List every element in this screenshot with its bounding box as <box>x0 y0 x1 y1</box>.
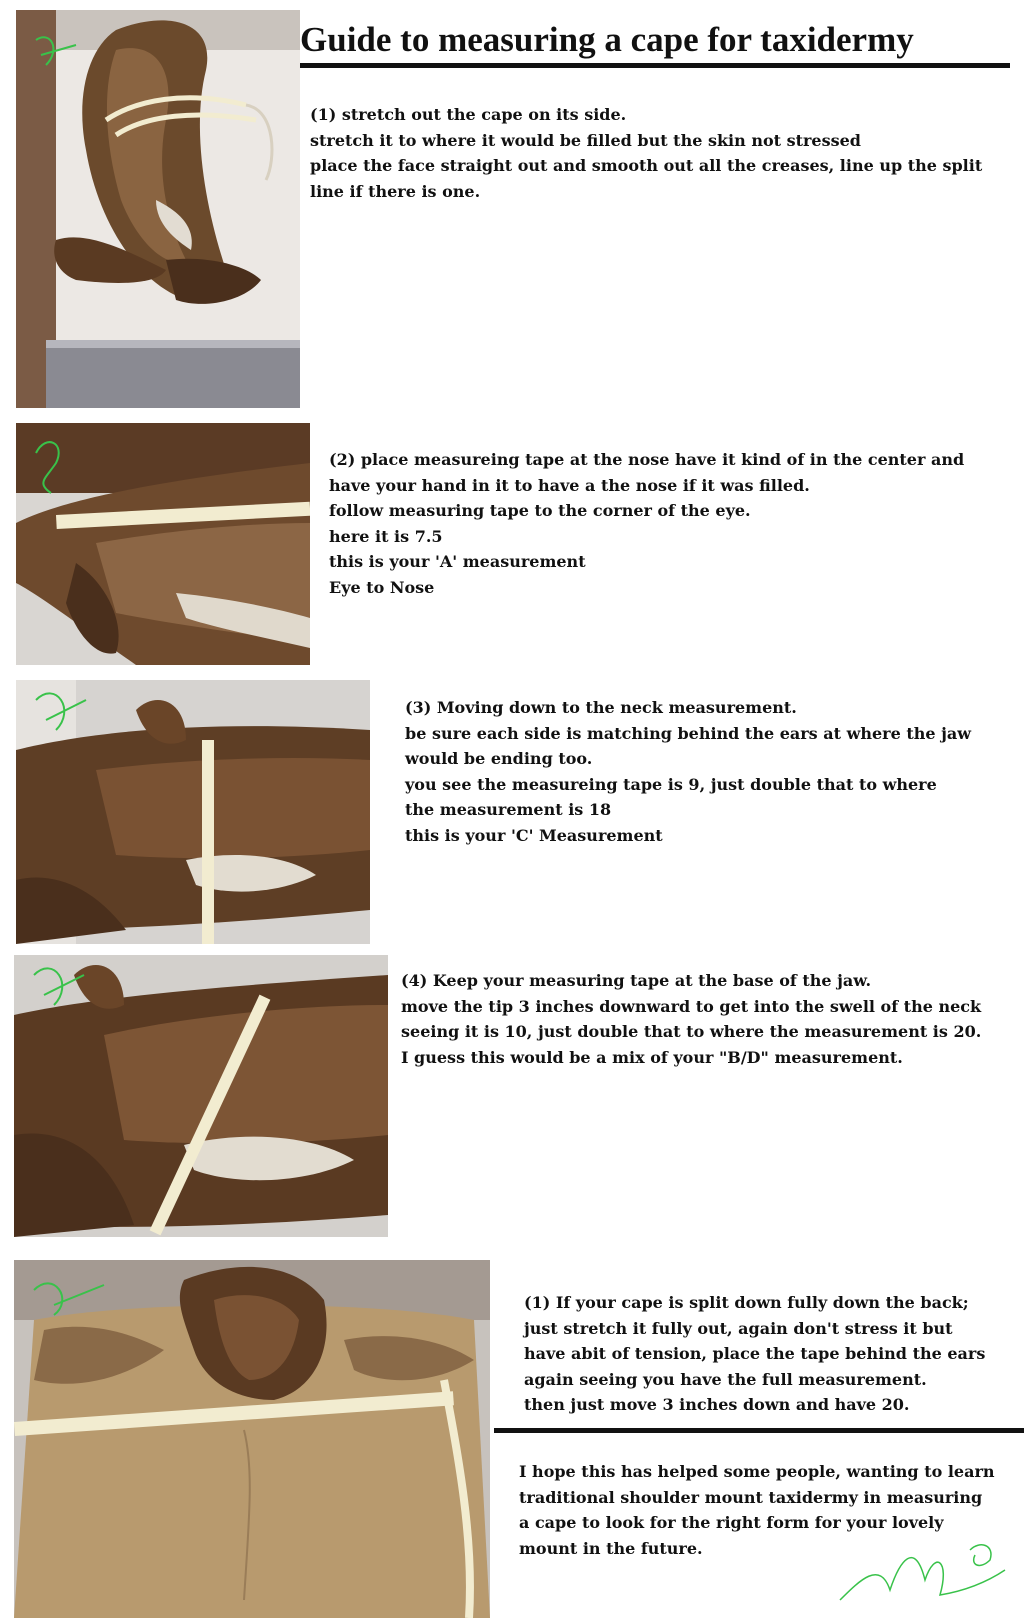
photo-split-cape-full-measurement <box>14 1260 490 1618</box>
closing-line-4: mount in the future. <box>519 1538 703 1558</box>
step-3-line-3: would be ending too. <box>405 749 593 768</box>
step-3-line-5: the measurement is 18 <box>405 800 612 819</box>
closing-line-3: a cape to look for the right form for your lovely <box>519 1513 944 1532</box>
step-3-line-1: (3) Moving down to the neck measurement. <box>405 698 797 717</box>
step-1-line-3: place the face straight out and smooth out all the creases, line up the split <box>310 156 983 175</box>
photo-tape-eye-to-nose <box>16 423 310 665</box>
step-2-text <box>329 447 964 600</box>
step-3-line-2: be sure each side is matching behind the ears at where the jaw <box>405 723 972 743</box>
step-3-text <box>405 695 971 848</box>
step-4-line-3: seeing it is 10, just double that to where the measurement is 20. <box>401 1022 982 1041</box>
step-5-text <box>524 1290 985 1418</box>
step-4-text <box>401 968 981 1070</box>
step-5-line-5: then just move 3 inches down and have 20. <box>524 1395 910 1414</box>
step-2-line-4: here it is 7.5 <box>329 526 443 546</box>
step-5-line-2: just stretch it fully out, again don't stress it but <box>524 1318 953 1338</box>
closing-line-1: I hope this has helped some people, wanting to learn <box>519 1462 995 1481</box>
step-1-text <box>310 102 982 204</box>
step-4-line-4: I guess this would be a mix of your "B/D" measurement. <box>401 1047 903 1067</box>
title-underline <box>298 63 1010 68</box>
step-2-line-1: (2) place measureing tape at the nose have it kind of in the center and <box>329 450 965 469</box>
signature-scribble <box>830 1520 1020 1610</box>
step-4-line-2: move the tip 3 inches downward to get into the swell of the neck <box>401 996 982 1016</box>
photo-cape-stretched-on-side <box>16 10 300 408</box>
closing-divider <box>494 1428 1024 1433</box>
photo-tape-jaw-swell <box>14 955 388 1237</box>
step-2-line-6: Eye to Nose <box>329 577 435 597</box>
step-3-line-6: this is your 'C' Measurement <box>405 825 663 845</box>
step-5-line-1: (1) If your cape is split down fully down the back; <box>524 1293 969 1312</box>
step-2-line-3: follow measuring tape to the corner of the eye. <box>329 501 751 520</box>
step-3-line-4: you see the measureing tape is 9, just double that to where <box>405 774 937 794</box>
step-4-line-1: (4) Keep your measuring tape at the base of the jaw. <box>401 971 872 990</box>
step-1-line-2: stretch it to where it would be filled but the skin not stressed <box>310 130 861 150</box>
step-5-line-4: again seeing you have the full measurement. <box>524 1369 927 1389</box>
step-2-line-5: this is your 'A' measurement <box>329 552 586 571</box>
step-2-line-2: have your hand in it to have a the nose if it was filled. <box>329 475 810 495</box>
step-5-line-3: have abit of tension, place the tape behind the ears <box>524 1344 986 1363</box>
closing-line-2: traditional shoulder mount taxidermy in measuring <box>519 1487 983 1507</box>
photo-tape-neck-measurement <box>16 680 370 944</box>
step-1-line-1: (1) stretch out the cape on its side. <box>310 105 627 124</box>
page-title: Guide to measuring a cape for taxidermy <box>300 20 914 59</box>
step-1-line-4: line if there is one. <box>310 181 481 201</box>
